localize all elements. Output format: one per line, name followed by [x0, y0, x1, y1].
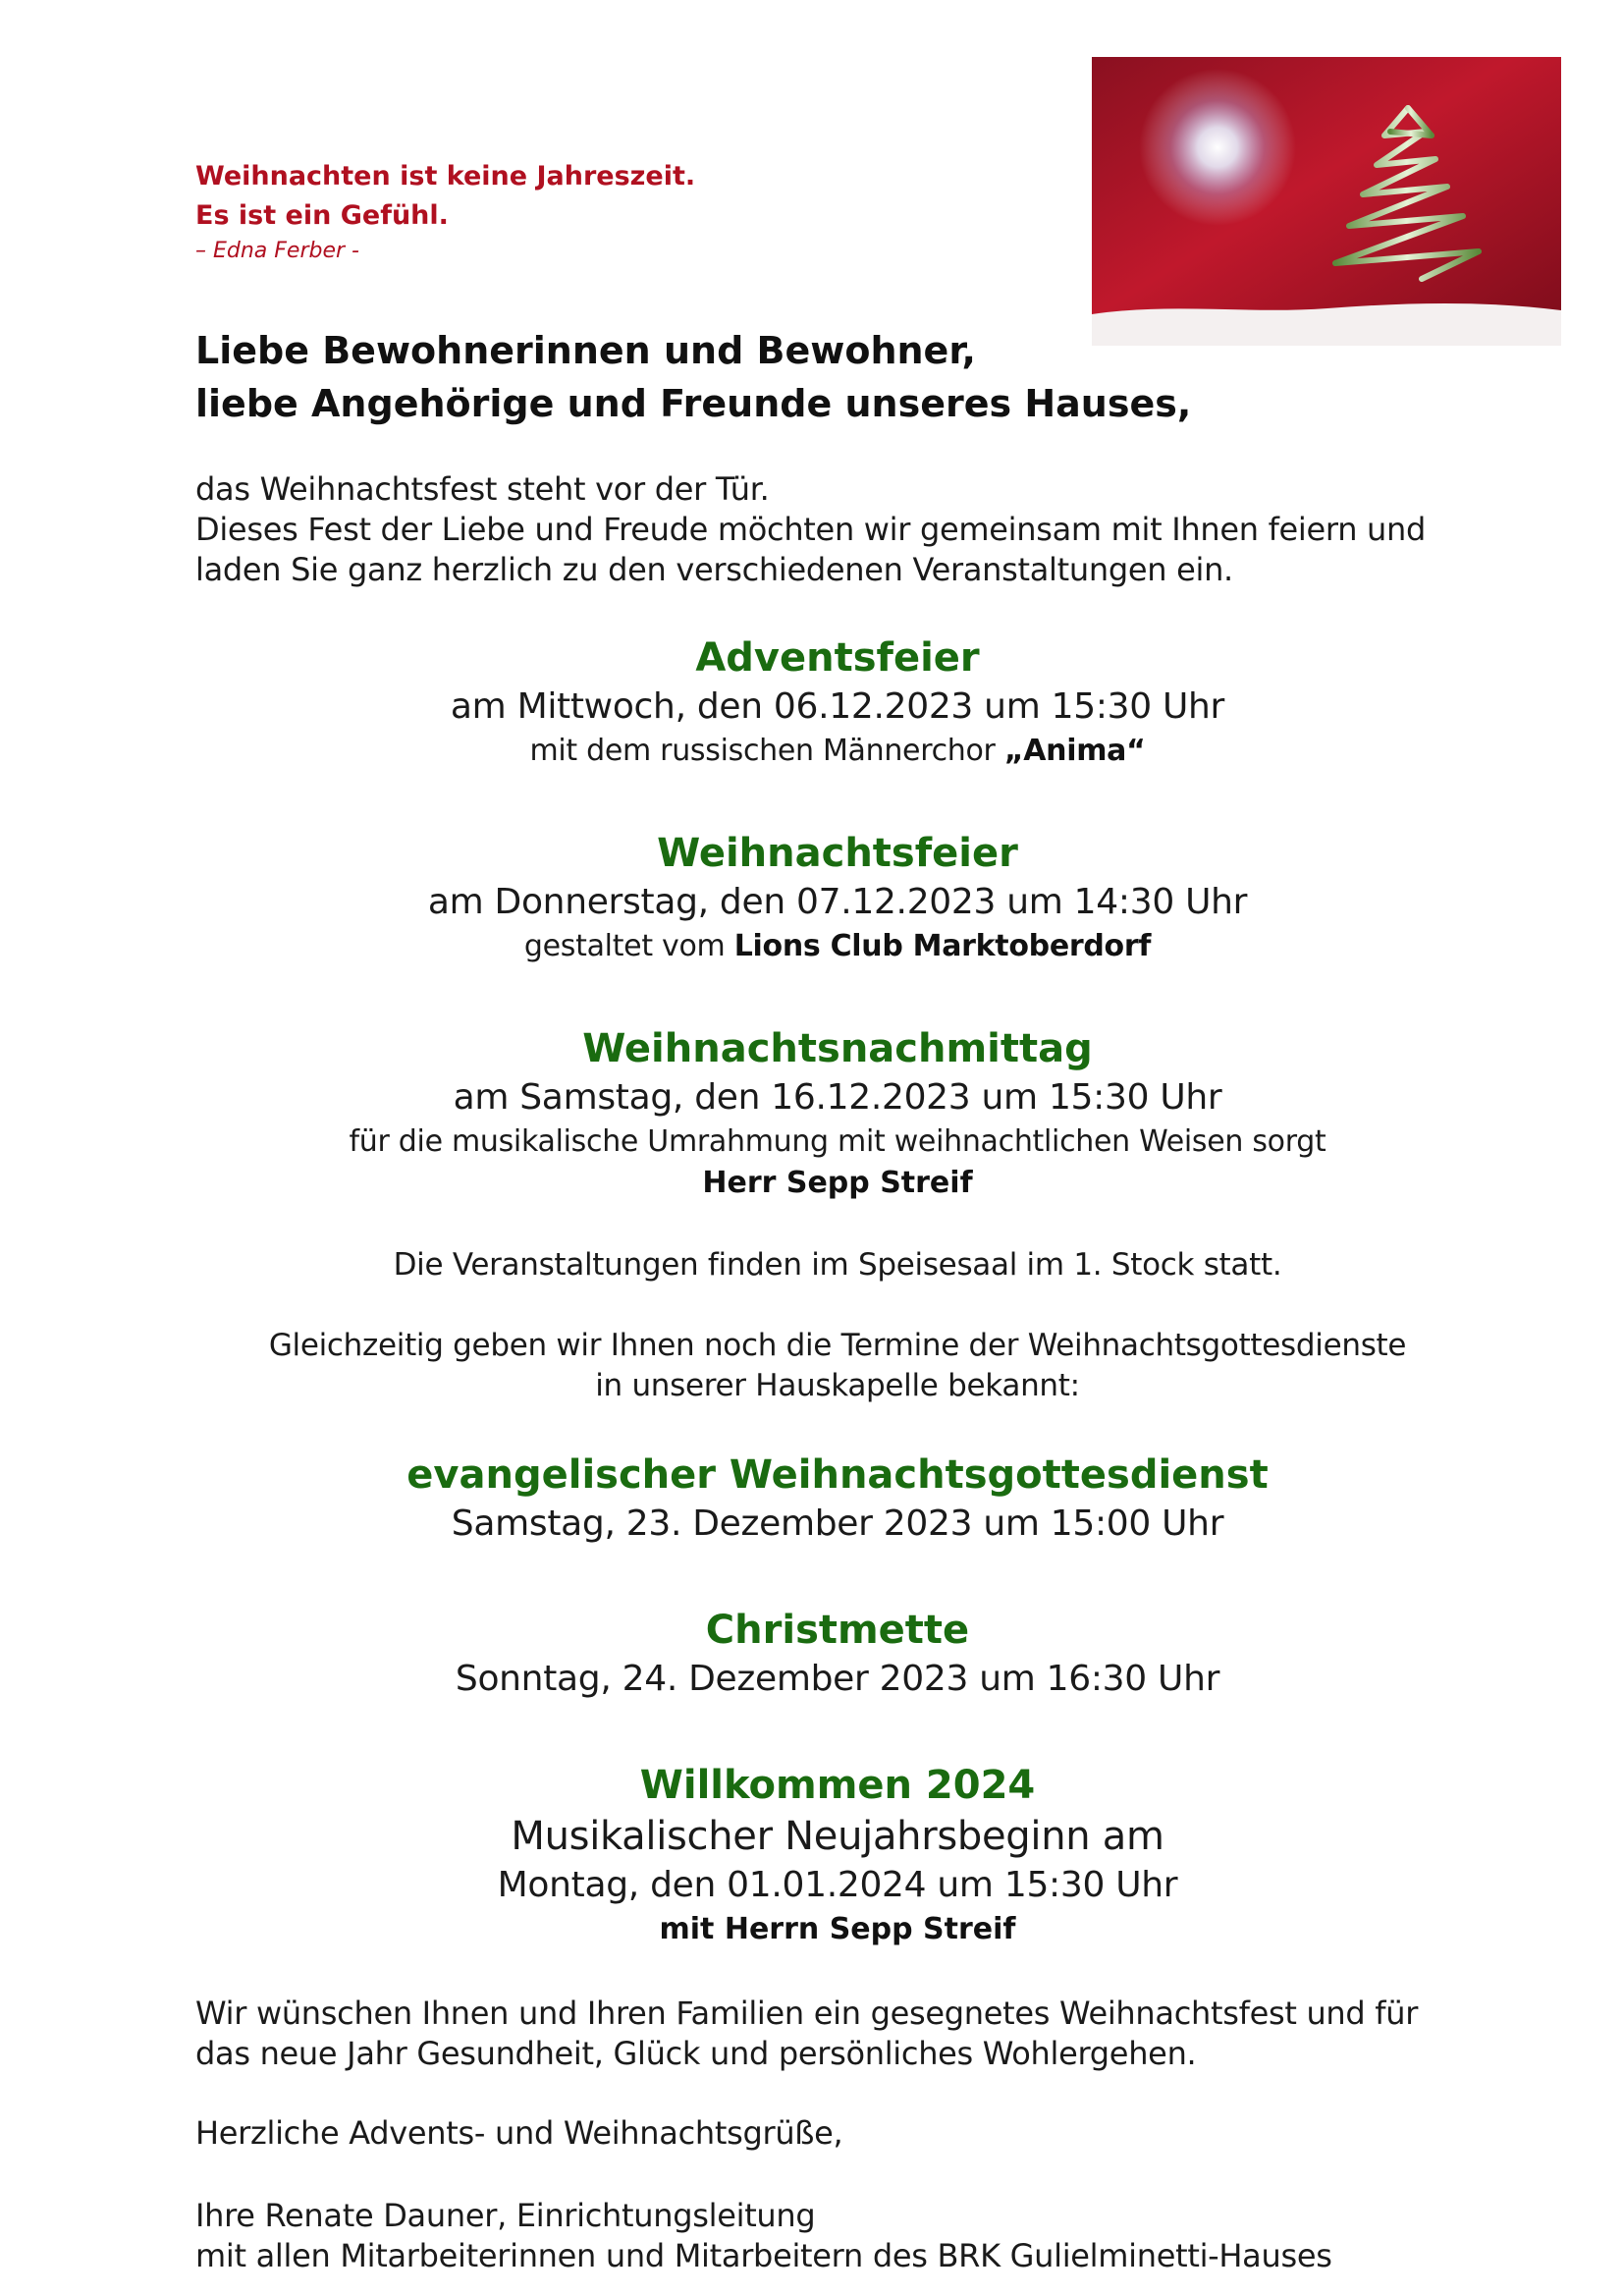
event-christmette — [248, 1605, 1427, 1703]
event-title: evangelischer Weihnachtsgottesdienst — [406, 1452, 1269, 1498]
event-date: Montag, den 01.01.2024 um 15:30 Uhr — [497, 1865, 1178, 1905]
signature-line-1: Ihre Renate Dauner, Einrichtungsleitung — [195, 2197, 816, 2234]
christmas-tree-icon — [1092, 57, 1561, 346]
event-performer: Herr Sepp Streif — [702, 1166, 973, 1200]
closing-greeting — [195, 2113, 1550, 2154]
wish-line-2: das neue Jahr Gesundheit, Glück und persönliches Wohlergehen. — [195, 2035, 1197, 2072]
greeting-line-1: Liebe Bewohnerinnen und Bewohner, — [195, 329, 976, 372]
event-weihnachtsnachmittag — [248, 1023, 1427, 1204]
location-note-text: Die Veranstaltungen finden im Speisesaal im 1. Stock statt. — [393, 1247, 1282, 1283]
closing-wishes — [195, 1994, 1550, 2074]
event-date: am Samstag, den 16.12.2023 um 15:30 Uhr — [453, 1077, 1222, 1118]
quote-line-1: Weihnachten ist keine Jahreszeit. — [195, 161, 696, 191]
event-title: Adventsfeier — [695, 635, 980, 681]
event-title: Christmette — [705, 1608, 970, 1653]
greeting-line-2: liebe Angehörige und Freunde unseres Hauses, — [195, 382, 1192, 425]
intro-block — [195, 469, 1511, 590]
event-evangelisch — [248, 1449, 1427, 1548]
quote-author: – Edna Ferber - — [195, 239, 359, 263]
event-date: Samstag, 23. Dezember 2023 um 15:00 Uhr — [451, 1503, 1224, 1544]
event-date: am Mittwoch, den 06.12.2023 um 15:30 Uhr — [450, 686, 1225, 727]
intro-line-2: Dieses Fest der Liebe und Freude möchten wir gemeinsam mit Ihnen feiern und — [195, 511, 1427, 548]
intro-line-3: laden Sie ganz herzlich zu den verschiedenen Veranstaltungen ein. — [195, 551, 1233, 588]
event-detail-text: mit dem russischen Männerchor — [529, 734, 1004, 768]
event-date: am Donnerstag, den 07.12.2023 um 14:30 Uhr — [427, 882, 1248, 922]
event-detail — [248, 731, 1427, 772]
event-performer: „Anima“ — [1003, 734, 1146, 768]
event-detail: für die musikalische Umrahmung mit weihnachtlichen Weisen sorgt — [349, 1124, 1326, 1159]
event-performer: Lions Club Marktoberdorf — [733, 929, 1152, 963]
services-note-line-2: in unserer Hauskapelle bekannt: — [595, 1368, 1080, 1403]
event-detail — [248, 926, 1427, 967]
event-subtitle: Musikalischer Neujahrsbeginn am — [511, 1814, 1164, 1859]
quote-line-2: Es ist ein Gefühl. — [195, 200, 449, 231]
event-title: Weihnachtsnachmittag — [582, 1026, 1093, 1071]
signature-block — [195, 2196, 1550, 2276]
location-note — [248, 1245, 1427, 1285]
intro-line-1: das Weihnachtsfest steht vor der Tür. — [195, 470, 770, 508]
greeting-block — [195, 324, 1472, 430]
closing-greeting-text: Herzliche Advents- und Weihnachtsgrüße, — [195, 2114, 843, 2152]
signature-line-2: mit allen Mitarbeiterinnen und Mitarbeitern des BRK Gulielminetti-Hauses — [195, 2237, 1332, 2274]
services-note — [248, 1326, 1427, 1406]
event-adventsfeier — [248, 632, 1427, 772]
event-title: Willkommen 2024 — [639, 1763, 1036, 1808]
quote-block — [195, 157, 981, 267]
event-detail-text: gestaltet vom — [523, 929, 734, 963]
event-date: Sonntag, 24. Dezember 2023 um 16:30 Uhr — [455, 1659, 1220, 1699]
event-neujahr — [248, 1760, 1427, 1950]
services-note-line-1: Gleichzeitig geben wir Ihnen noch die Termine der Weihnachtsgottesdienste — [268, 1328, 1407, 1363]
event-performer: mit Herrn Sepp Streif — [659, 1912, 1016, 1946]
event-title: Weihnachtsfeier — [657, 831, 1018, 876]
event-weihnachtsfeier — [248, 828, 1427, 967]
wish-line-1: Wir wünschen Ihnen und Ihren Familien ein gesegnetes Weihnachtsfest und für — [195, 1995, 1419, 2032]
